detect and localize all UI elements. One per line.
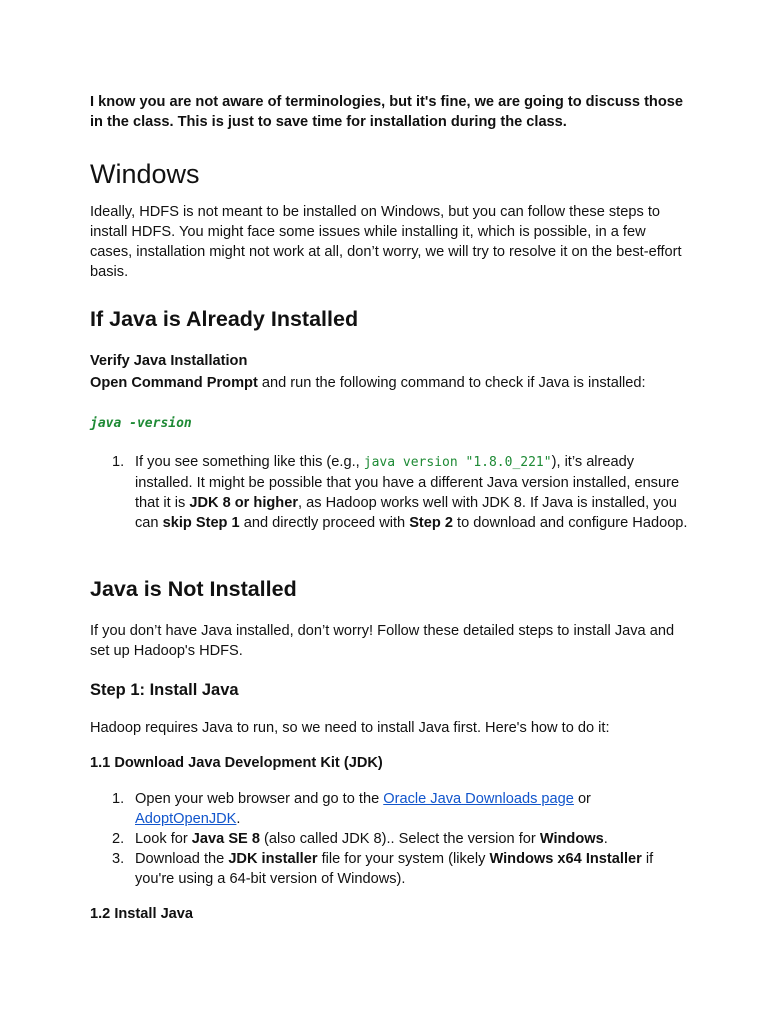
item-text: if you're using a 64-bit version of Windows). xyxy=(135,851,654,887)
item-text: to download and configure Hadoop. xyxy=(453,515,688,531)
list-item xyxy=(90,829,690,849)
step1-heading: Step 1: Install Java xyxy=(90,681,239,699)
not-installed-paragraph: If you don’t have Java installed, don’t worry! Follow these detailed steps to install Java and set up Hadoop's HDFS. xyxy=(90,623,675,659)
windows-heading: Windows xyxy=(90,159,200,189)
item-bold: Windows x64 Installer xyxy=(489,851,642,867)
item-text: Download the xyxy=(135,851,229,867)
item-text: Open your web browser and go to the xyxy=(135,791,384,807)
item-bold: JDK 8 or higher xyxy=(189,495,299,511)
oracle-java-downloads-link[interactable]: Oracle Java Downloads page xyxy=(383,791,574,807)
item-bold: Step 2 xyxy=(409,515,453,531)
item-text: (also called JDK 8).. Select the version for xyxy=(259,831,540,847)
download-jdk-heading: 1.1 Download Java Development Kit (JDK) xyxy=(90,755,383,771)
java-not-installed-heading: Java is Not Installed xyxy=(90,577,297,601)
list-number: 1. xyxy=(112,454,125,470)
list-number: 3. xyxy=(112,851,125,867)
item-text: , as Hadoop works well with JDK 8. If Java is installed, you can xyxy=(135,495,677,531)
item-text: If you see something like this (e.g., xyxy=(135,454,364,470)
item-text: or xyxy=(573,791,591,807)
list-item xyxy=(90,789,690,829)
list-item xyxy=(90,849,690,889)
java-version-sample: java version "1.8.0_221" xyxy=(363,455,552,470)
intro-note: I know you are not aware of terminologies, but it's fine, we are going to discuss those in the class. This is just to save time for installation during the class. xyxy=(90,94,683,130)
windows-paragraph: Ideally, HDFS is not meant to be installed on Windows, but you can follow these steps to install HDFS. You might face some issues while installing it, which is possible, in a few cases, installation might not work at all, don’t worry, we will try to resolve it on the best-effort basis. xyxy=(90,204,682,280)
install-java-heading: 1.2 Install Java xyxy=(90,906,194,922)
item-text: and directly proceed with xyxy=(239,515,410,531)
open-cmd-bold: Open Command Prompt xyxy=(90,375,258,391)
java-installed-list xyxy=(90,452,690,533)
adoptopenjdk-link[interactable]: AdoptOpenJDK xyxy=(135,811,237,827)
item-text: file for your system (likely xyxy=(317,851,490,867)
list-number: 1. xyxy=(112,791,125,807)
step1-paragraph: Hadoop requires Java to run, so we need to install Java first. Here's how to do it: xyxy=(90,720,610,736)
item-bold: JDK installer xyxy=(228,851,318,867)
verify-java-heading: Verify Java Installation xyxy=(90,353,248,369)
open-cmd-paragraph xyxy=(90,373,690,393)
open-cmd-text: and run the following command to check if Java is installed: xyxy=(257,375,646,391)
java-installed-heading: If Java is Already Installed xyxy=(90,307,359,331)
list-number: 2. xyxy=(112,831,125,847)
item-bold: Windows xyxy=(539,831,604,847)
item-text: . xyxy=(603,831,608,847)
list-item xyxy=(90,452,690,533)
item-bold: skip Step 1 xyxy=(162,515,240,531)
download-jdk-list xyxy=(90,789,690,889)
item-text: Look for xyxy=(135,831,192,847)
item-text: . xyxy=(236,811,241,827)
java-version-command: java -version xyxy=(90,416,192,431)
item-bold: Java SE 8 xyxy=(191,831,260,847)
item-text: ), it’s already installed. It might be possible that you have a different Java version installed, ensure that it is xyxy=(135,454,680,511)
